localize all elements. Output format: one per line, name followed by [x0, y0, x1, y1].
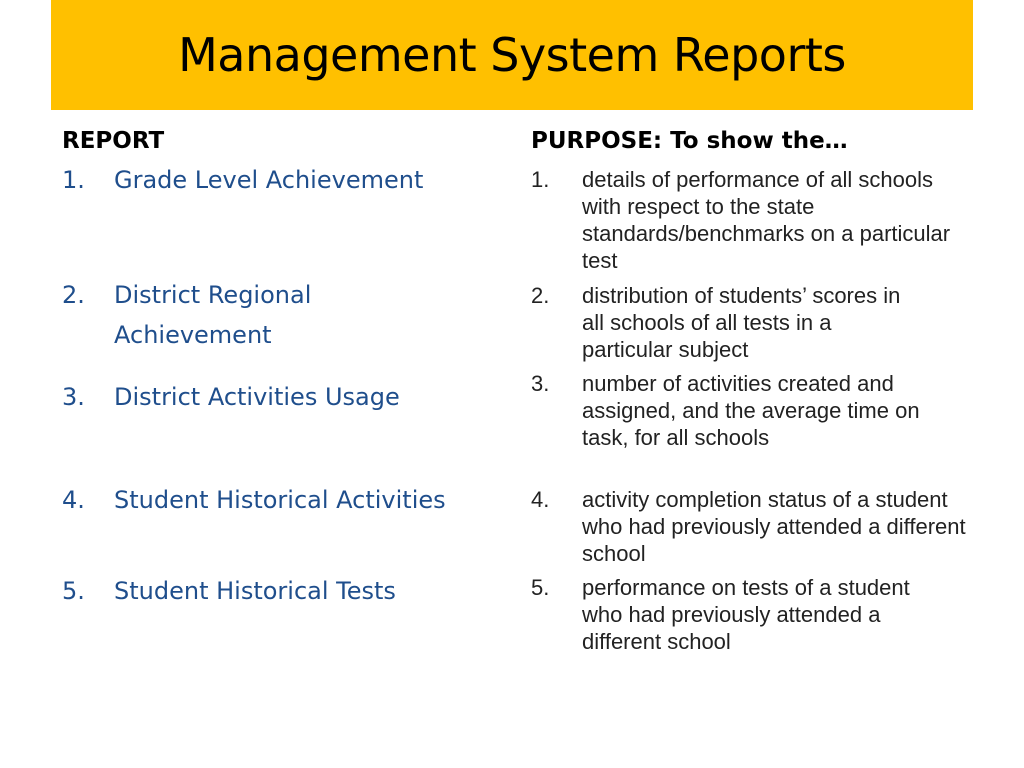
purpose-item-number: 5.	[531, 575, 550, 600]
purpose-column-header: PURPOSE: To show the…	[531, 128, 848, 154]
purpose-item-text: activity completion status of a student who had previously attended a different school	[582, 487, 966, 566]
report-item	[62, 571, 502, 611]
purpose-item	[531, 486, 971, 567]
purpose-item-text: performance on tests of a student who had previously attended a different school	[582, 575, 910, 654]
purpose-item-number: 1.	[531, 167, 550, 192]
purpose-item	[531, 282, 971, 363]
slide-title: Management System Reports	[178, 28, 846, 82]
purpose-item-number: 4.	[531, 487, 550, 512]
purpose-item-text: details of performance of all schools with respect to the state standards/benchmarks on a particular test	[582, 167, 951, 273]
report-item-number: 3.	[62, 383, 85, 411]
purpose-item	[531, 370, 971, 451]
report-item	[62, 480, 502, 520]
purpose-item-number: 3.	[531, 371, 550, 396]
report-item-label: District Activities Usage	[114, 383, 400, 411]
report-item-label: Grade Level Achievement	[114, 166, 424, 194]
title-bar	[51, 0, 973, 110]
purpose-item-text: number of activities created and assigned, and the average time on task, for all schools	[582, 371, 920, 450]
report-item-number: 1.	[62, 166, 85, 194]
report-item-number: 5.	[62, 577, 85, 605]
report-item-number: 2.	[62, 281, 85, 309]
purpose-item	[531, 166, 971, 274]
report-item	[62, 377, 502, 417]
report-item-label: Student Historical Activities	[114, 486, 446, 514]
purpose-item-number: 2.	[531, 283, 550, 308]
report-item-label: District Regional Achievement	[114, 281, 312, 349]
report-item	[62, 160, 502, 200]
purpose-item-text: distribution of students’ scores in all schools of all tests in a particular subject	[582, 283, 901, 362]
report-item	[62, 275, 502, 355]
report-item-number: 4.	[62, 486, 85, 514]
report-column-header: REPORT	[62, 128, 165, 154]
report-item-label: Student Historical Tests	[114, 577, 396, 605]
purpose-item	[531, 574, 971, 655]
